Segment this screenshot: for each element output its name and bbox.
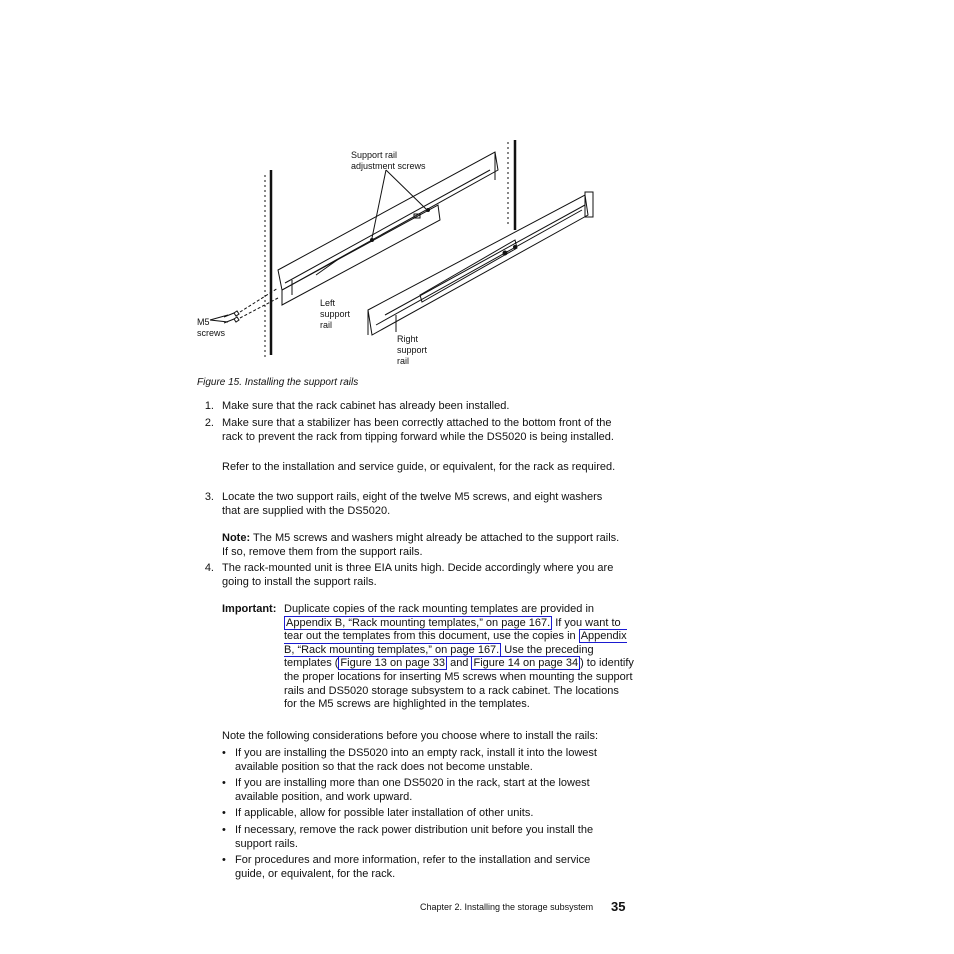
step-number: 1.	[204, 400, 214, 412]
bullet-text: If applicable, allow for possible later installation of other units.	[235, 807, 534, 819]
footer-chapter: Chapter 2. Installing the storage subsystem	[420, 902, 594, 912]
right-support-rail-label: Right support rail	[397, 334, 428, 366]
considerations-text: Note the following considerations before you choose where to install the rails:	[222, 730, 599, 742]
note-text: The M5 screws and washers might already be attached to the support rails. If so, remove them from the support rails.	[222, 532, 620, 558]
m5-screws-label: M5 screws	[197, 317, 226, 338]
important-label: Important:	[222, 603, 277, 615]
bullet-glyph: •	[222, 807, 226, 819]
bullet-glyph: •	[222, 854, 226, 866]
bullet-glyph: •	[222, 824, 226, 836]
important-text	[284, 603, 634, 712]
bullet-text: If you are installing the DS5020 into an empty rack, install it into the lowest available position so that the rack does not become unstable.	[235, 747, 597, 773]
appendix-b-link[interactable]: Appendix B, “Rack mounting templates,” on page 167.	[284, 630, 627, 656]
support-rails-figure	[190, 130, 640, 375]
step-number: 2.	[204, 417, 214, 429]
support-rail-screws-label: Support rail adjustment screws	[351, 150, 426, 171]
appendix-b-link[interactable]: Appendix B, “Rack mounting templates,” on page 167.	[286, 616, 551, 629]
bullet-text: For procedures and more information, refer to the installation and service guide, or equivalent, for the rack.	[235, 854, 591, 880]
important-text-part: Use the preceding templates (	[284, 643, 594, 670]
important-text-part: ) to identify the proper locations for inserting M5 screws when mounting the support rails and DS5020 storage subsystem to a rack cabinet. The locations for the M5 screws are highlighted in the templates.	[284, 657, 634, 711]
step-text: Locate the two support rails, eight of the twelve M5 screws, and eight washers that are supplied with the DS5020.	[222, 491, 603, 517]
figure-caption: Figure 15. Installing the support rails	[197, 377, 359, 388]
step-text: The rack-mounted unit is three EIA units high. Decide accordingly where you are going to install the support rails.	[222, 562, 614, 588]
step-text: Make sure that the rack cabinet has already been installed.	[222, 400, 510, 412]
left-support-rail-label: Left support rail	[320, 298, 351, 330]
step-text: Make sure that a stabilizer has been correctly attached to the bottom front of the rack to prevent the rack from tipping forward while the DS5020 is being installed.	[222, 417, 614, 443]
bullet-glyph: •	[222, 777, 226, 789]
bullet-text: If you are installing more than one DS5020 in the rack, start at the lowest available position, and work upward.	[235, 777, 590, 803]
important-text-part: Duplicate copies of the rack mounting templates are provided in	[284, 603, 595, 615]
page-number: 35	[611, 899, 626, 914]
bullet-glyph: •	[222, 747, 226, 759]
note-label: Note:	[222, 532, 251, 544]
bullet-text: If necessary, remove the rack power distribution unit before you install the support rails.	[235, 824, 594, 850]
important-text-part: If you want to tear out the templates from this document, use the copies in	[284, 616, 621, 643]
note-block	[222, 532, 622, 559]
important-text-part: and	[447, 657, 472, 670]
figure-14-link[interactable]: Figure 14 on page 34	[473, 657, 579, 670]
step-number: 4.	[204, 562, 214, 574]
step-2-refer-text: Refer to the installation and service guide, or equivalent, for the rack as required.	[222, 461, 616, 473]
figure-13-link[interactable]: Figure 13 on page 33	[340, 657, 446, 670]
step-number: 3.	[204, 491, 214, 503]
